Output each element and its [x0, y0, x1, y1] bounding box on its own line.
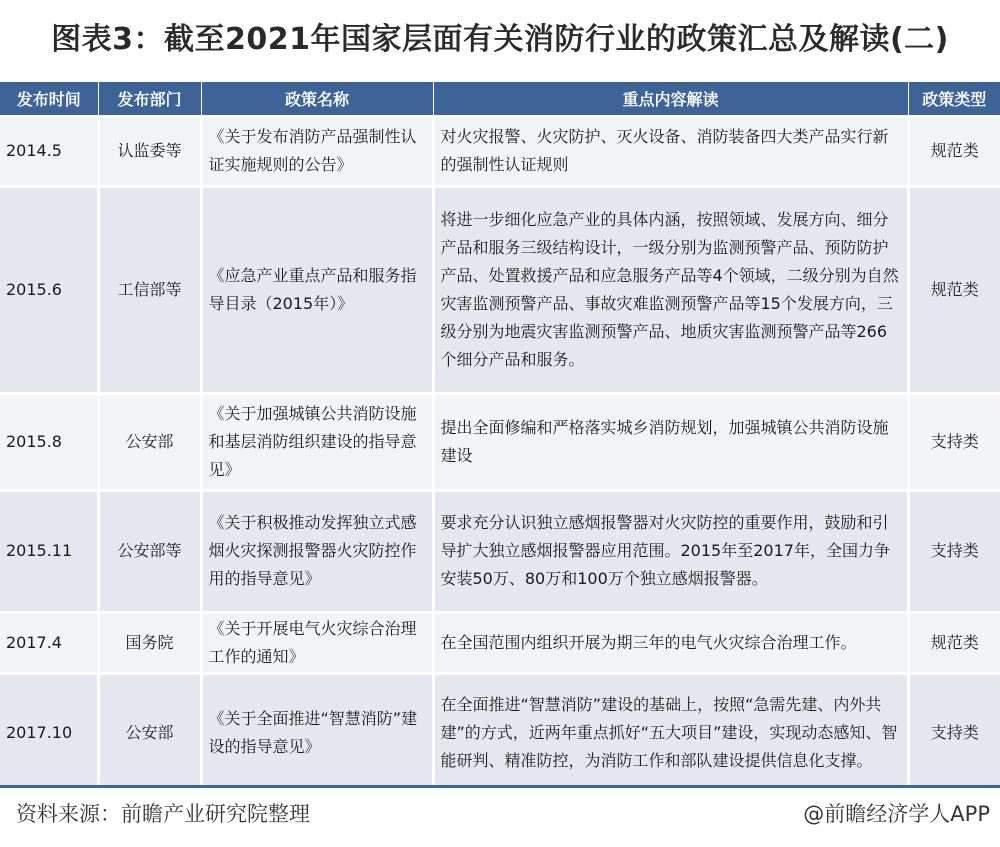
- cell-content: 提出全面修编和严格落实城乡消防规划，加强城镇公共消防设施建设: [433, 393, 908, 490]
- header-date: 发布时间: [0, 82, 98, 116]
- cell-date: 2017.4: [0, 612, 98, 673]
- credit-note: @前瞻经济学人APP: [803, 802, 990, 826]
- table-row: [0, 612, 1000, 673]
- cell-dept: 工信部等: [98, 186, 201, 393]
- cell-date: 2015.11: [0, 490, 98, 612]
- cell-type: 规范类: [908, 116, 1000, 186]
- cell-name: 《关于全面推进“智慧消防”建设的指导意见》: [201, 673, 433, 792]
- header-content: 重点内容解读: [433, 82, 908, 116]
- cell-dept: 公安部: [98, 393, 201, 490]
- table-row: [0, 490, 1000, 612]
- policy-table: [0, 82, 1000, 792]
- cell-name: 《关于发布消防产品强制性认证实施规则的公告》: [201, 116, 433, 186]
- cell-content: 对火灾报警、火灾防护、灭火设备、消防装备四大类产品实行新的强制性认证规则: [433, 116, 908, 186]
- cell-dept: 国务院: [98, 612, 201, 673]
- cell-date: 2015.6: [0, 186, 98, 393]
- cell-content: 将进一步细化应急产业的具体内涵，按照领域、发展方向、细分产品和服务三级结构设计，一级分别为监测预警产品、预防防护产品、处置救援产品和应急服务产品等4个领域，二级分别为自然灾害监测预警产品、事故灾难监测预警产品等15个发展方向，三级分别为地震灾害监测预警产品、地质灾害监测预警产品等266个细分产品和服务。: [433, 186, 908, 393]
- cell-name: 《关于加强城镇公共消防设施和基层消防组织建设的指导意见》: [201, 393, 433, 490]
- cell-content: 在全国范围内组织开展为期三年的电气火灾综合治理工作。: [433, 612, 908, 673]
- table-row: [0, 186, 1000, 393]
- cell-dept: 公安部: [98, 673, 201, 792]
- table-row: [0, 116, 1000, 186]
- cell-date: 2015.8: [0, 393, 98, 490]
- header-type: 政策类型: [908, 82, 1000, 116]
- cell-date: 2017.10: [0, 673, 98, 792]
- cell-date: 2014.5: [0, 116, 98, 186]
- cell-type: 规范类: [908, 186, 1000, 393]
- cell-name: 《关于开展电气火灾综合治理工作的通知》: [201, 612, 433, 673]
- cell-type: 支持类: [908, 393, 1000, 490]
- table-header-row: [0, 82, 1000, 116]
- cell-content: 在全面推进“智慧消防”建设的基础上，按照“急需先建、内外共建”的方式，近两年重点抓好“五大项目”建设，实现动态感知、智能研判、精准防控，为消防工作和部队建设提供信息化支撑。: [433, 673, 908, 792]
- table-row: [0, 673, 1000, 792]
- cell-name: 《应急产业重点产品和服务指导目录（2015年）》: [201, 186, 433, 393]
- cell-type: 支持类: [908, 673, 1000, 792]
- cell-name: 《关于积极推动发挥独立式感烟火灾探测报警器火灾防控作用的指导意见》: [201, 490, 433, 612]
- chart-title: 图表3：截至2021年国家层面有关消防行业的政策汇总及解读(二): [51, 22, 949, 57]
- table-row: [0, 393, 1000, 490]
- header-name: 政策名称: [201, 82, 433, 116]
- footer: [0, 785, 1000, 847]
- cell-type: 规范类: [908, 612, 1000, 673]
- cell-content: 要求充分认识独立感烟报警器对火灾防控的重要作用，鼓励和引导扩大独立感烟报警器应用范围。2015年至2017年，全国力争安装50万、80万和100万个独立感烟报警器。: [433, 490, 908, 612]
- header-dept: 发布部门: [98, 82, 201, 116]
- cell-dept: 认监委等: [98, 116, 201, 186]
- cell-type: 支持类: [908, 490, 1000, 612]
- source-note: 资料来源：前瞻产业研究院整理: [16, 802, 310, 826]
- cell-dept: 公安部等: [98, 490, 201, 612]
